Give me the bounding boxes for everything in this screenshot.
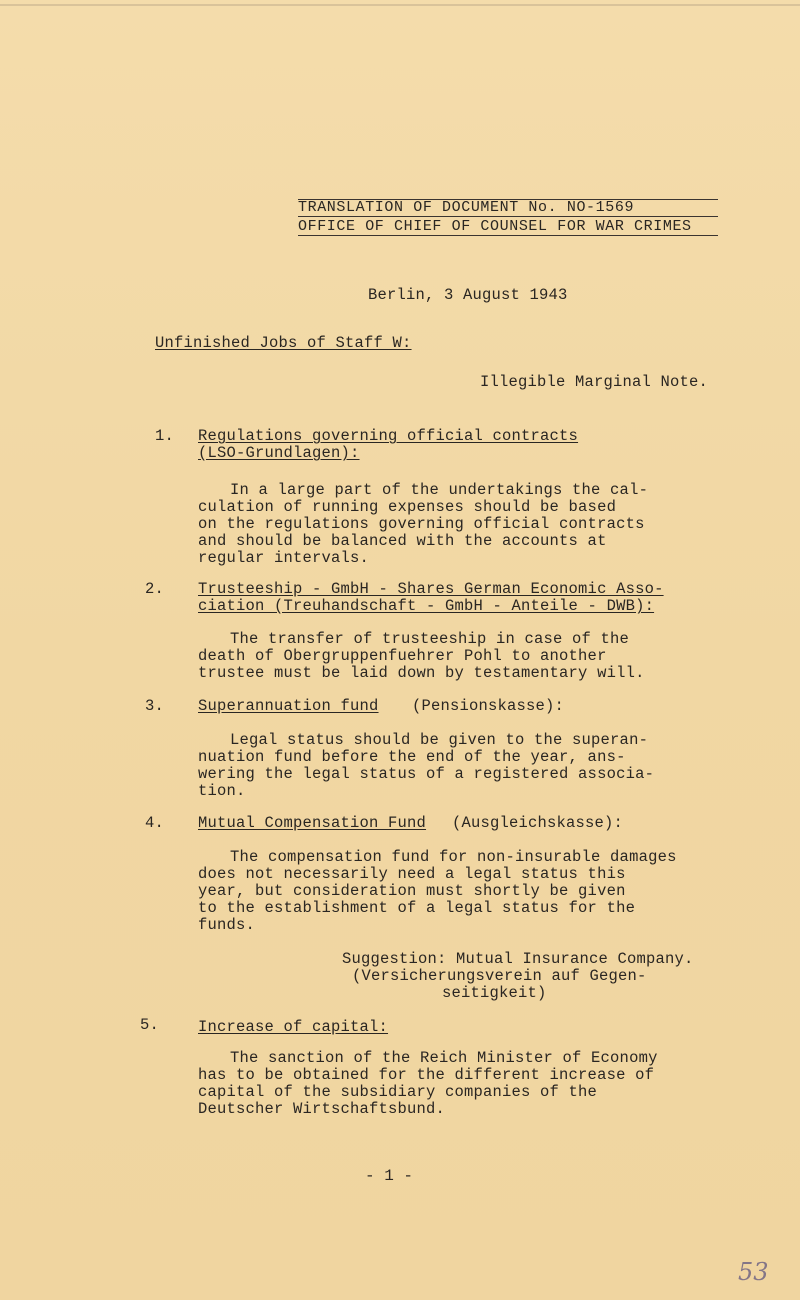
item-4-title-suffix: (Ausgleichskasse): bbox=[452, 814, 624, 832]
header-line-1: TRANSLATION OF DOCUMENT No. NO-1569 bbox=[298, 199, 635, 216]
item-5-title: Increase of capital: bbox=[198, 1018, 389, 1036]
item-5-number: 5. bbox=[140, 1016, 160, 1034]
item-3-title: Superannuation fund bbox=[198, 697, 379, 715]
item-1-body-line: culation of running expenses should be based bbox=[198, 498, 617, 516]
item-4-suggestion-line: Suggestion: Mutual Insurance Company. bbox=[342, 950, 694, 968]
item-1-number: 1. bbox=[155, 427, 175, 445]
item-2-body-line: The transfer of trusteeship in case of the bbox=[230, 630, 630, 648]
item-4-body-line: to the establishment of a legal status for the bbox=[198, 899, 636, 917]
header-line-2: OFFICE OF CHIEF OF COUNSEL FOR WAR CRIMES bbox=[298, 218, 692, 235]
top-edge-line bbox=[0, 4, 800, 6]
item-2-title-line-1: Trusteeship - GmbH - Shares German Economic Asso- bbox=[198, 580, 664, 598]
item-4-body-line: The compensation fund for non-insurable damages bbox=[230, 848, 677, 866]
item-3-body-line: wering the legal status of a registered associa- bbox=[198, 765, 655, 783]
item-4-body-line: does not necessarily need a legal status this bbox=[198, 865, 626, 883]
page-number: - 1 - bbox=[365, 1167, 414, 1185]
item-2-number: 2. bbox=[145, 580, 165, 598]
item-1-body-line: regular intervals. bbox=[198, 549, 370, 567]
item-2-body-line: trustee must be laid down by testamentary will. bbox=[198, 664, 645, 682]
item-2-body-line: death of Obergruppenfuehrer Pohl to another bbox=[198, 647, 607, 665]
item-1-body-line: and should be balanced with the accounts at bbox=[198, 532, 607, 550]
header-rule-bottom bbox=[298, 235, 718, 236]
item-4-number: 4. bbox=[145, 814, 165, 832]
item-4-body-line: funds. bbox=[198, 916, 256, 934]
subject-heading: Unfinished Jobs of Staff W: bbox=[155, 334, 412, 352]
date-line: Berlin, 3 August 1943 bbox=[368, 286, 568, 304]
item-4-suggestion-line: (Versicherungsverein auf Gegen- bbox=[352, 967, 647, 985]
item-3-body-line: nuation fund before the end of the year, ans- bbox=[198, 748, 626, 766]
item-3-title-suffix: (Pensionskasse): bbox=[412, 697, 565, 715]
item-3-body-line: Legal status should be given to the superan- bbox=[230, 731, 649, 749]
marginal-note: Illegible Marginal Note. bbox=[480, 373, 709, 391]
item-3-number: 3. bbox=[145, 697, 165, 715]
item-5-body-line: capital of the subsidiary companies of the bbox=[198, 1083, 598, 1101]
header-rule-mid bbox=[298, 216, 718, 217]
item-4-title: Mutual Compensation Fund bbox=[198, 814, 427, 832]
item-3-body-line: tion. bbox=[198, 782, 246, 800]
item-2-title-line-2: ciation (Treuhandschaft - GmbH - Anteile - DWB): bbox=[198, 597, 655, 615]
item-1-body-line: In a large part of the undertakings the cal- bbox=[230, 481, 649, 499]
handwritten-page-stamp: 53 bbox=[738, 1258, 769, 1286]
item-5-body-line: has to be obtained for the different increase of bbox=[198, 1066, 655, 1084]
item-1-title-line-2: (LSO-Grundlagen): bbox=[198, 444, 360, 462]
item-5-body-line: Deutscher Wirtschaftsbund. bbox=[198, 1100, 446, 1118]
item-4-suggestion-line: seitigkeit) bbox=[442, 984, 547, 1002]
item-4-body-line: year, but consideration must shortly be given bbox=[198, 882, 626, 900]
item-1-title-line-1: Regulations governing official contracts bbox=[198, 427, 579, 445]
item-1-body-line: on the regulations governing official contracts bbox=[198, 515, 645, 533]
item-5-body-line: The sanction of the Reich Minister of Economy bbox=[230, 1049, 658, 1067]
